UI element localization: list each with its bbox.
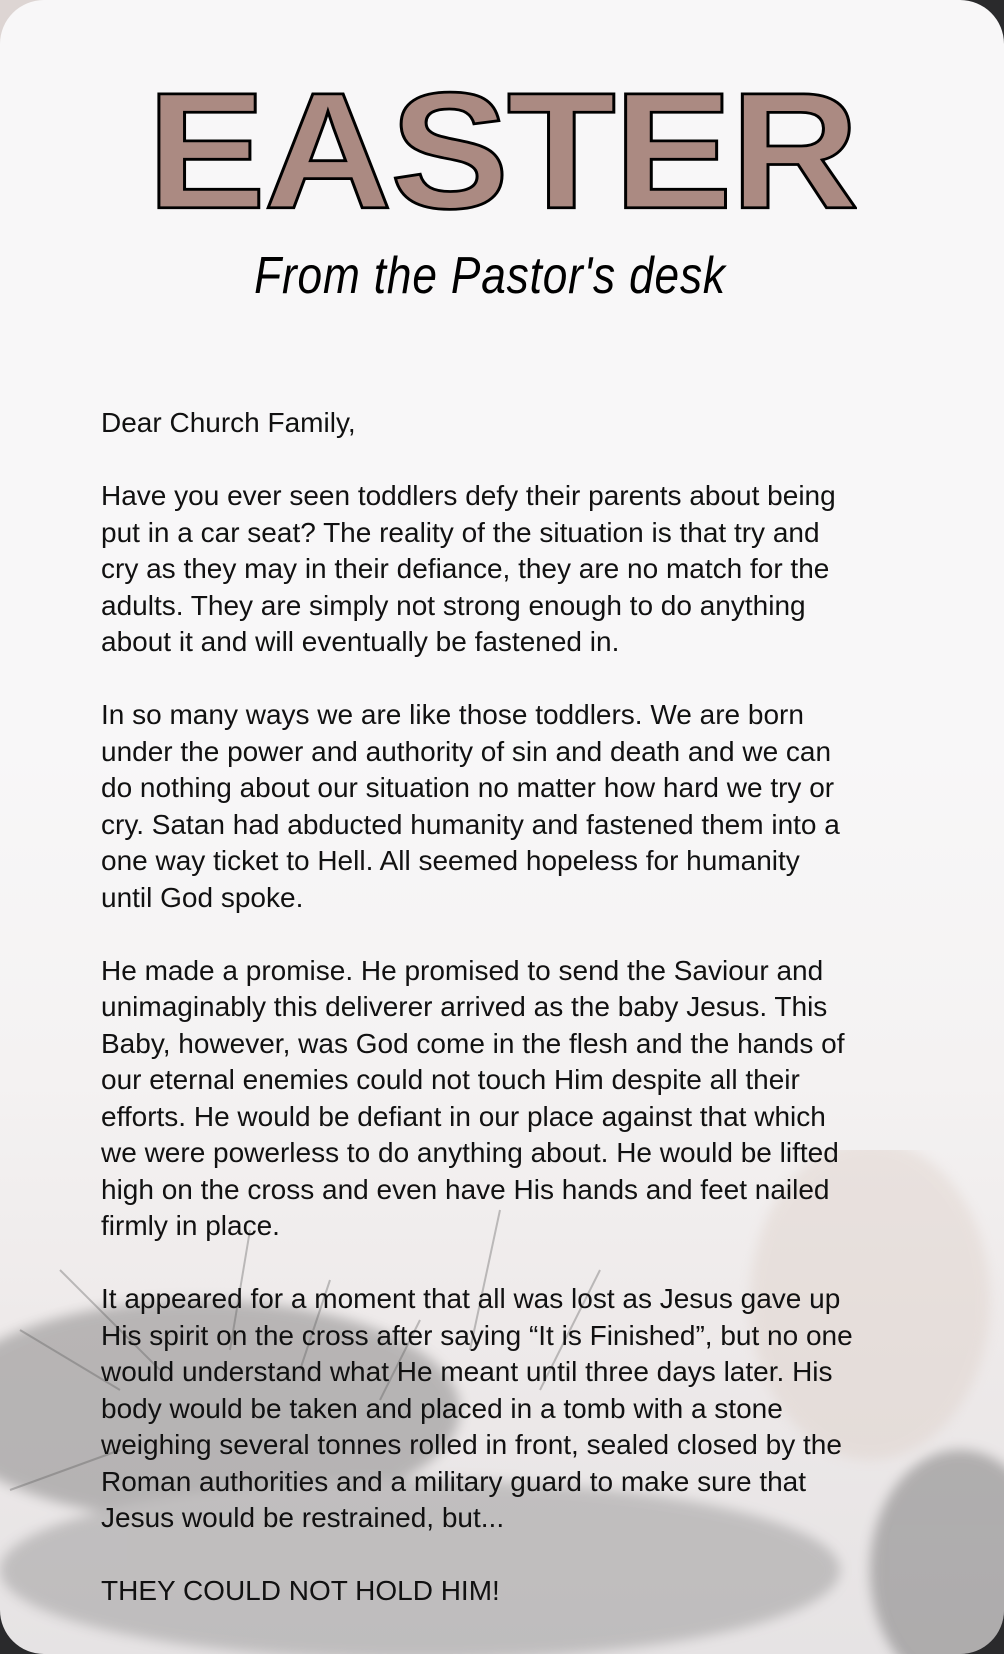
text-line: firmly in place. xyxy=(101,1210,280,1241)
text-line: about it and will eventually be fastened in. xyxy=(101,626,620,657)
text-line: It appeared for a moment that all was lost as Jesus gave up xyxy=(101,1283,841,1314)
text-line: our eternal enemies could not touch Him despite all their xyxy=(101,1064,800,1095)
easter-title: EASTER xyxy=(147,57,857,244)
text-line: put in a car seat? The reality of the situation is that try and xyxy=(101,516,820,548)
text-line: Have you ever seen toddlers defy their parents about being xyxy=(101,480,836,511)
text-line: In so many ways we are like those toddlers. We are born xyxy=(101,699,804,730)
text-line: efforts. He would be defiant in our place against that which xyxy=(101,1100,826,1132)
letter-paragraph xyxy=(101,697,981,916)
text-line: Baby, however, was God come in the flesh and the hands of xyxy=(101,1027,845,1059)
salutation xyxy=(101,405,981,442)
text-line: until God spoke. xyxy=(101,881,304,913)
text-line: adults. They are simply not strong enough to do anything xyxy=(101,589,806,621)
letter-paragraph xyxy=(101,953,981,1245)
text-line: under the power and authority of sin and death and we can xyxy=(101,735,832,767)
text-line: cry as they may in their defiance, they are no match for the xyxy=(101,553,830,584)
text-line: do nothing about our situation no matter how hard we try or xyxy=(101,772,835,803)
text-line: He made a promise. He promised to send the Saviour and xyxy=(101,954,824,986)
letter-body xyxy=(101,405,981,1646)
text-line: His spirit on the cross after saying “It is Finished”, but no one xyxy=(101,1319,853,1351)
letter-paragraph xyxy=(101,478,981,661)
text-line: weighing several tonnes rolled in front, sealed closed by the xyxy=(101,1429,842,1460)
text-line: unimaginably this deliverer arrived as the baby Jesus. This xyxy=(101,991,828,1022)
pastors-desk-subtitle: From the Pastor's desk xyxy=(254,247,726,305)
text-line: one way ticket to Hell. All seemed hopeless for humanity xyxy=(101,845,800,876)
text-line: THEY COULD NOT HOLD HIM! xyxy=(101,1575,500,1606)
text-line: high on the cross and even have His hands and feet nailed xyxy=(101,1173,830,1205)
letter-paragraph xyxy=(101,1573,981,1610)
text-line: body would be taken and placed in a tomb with a stone xyxy=(101,1392,783,1424)
letter-paragraph xyxy=(101,1281,981,1537)
text-line: Jesus would be restrained, but... xyxy=(101,1502,505,1533)
text-line: Dear Church Family, xyxy=(101,407,356,438)
text-line: would understand what He meant until three days later. His xyxy=(101,1356,833,1387)
text-line: we were powerless to do anything about. He would be lifted xyxy=(101,1137,839,1168)
text-line: cry. Satan had abducted humanity and fastened them into a xyxy=(101,808,840,840)
text-line: Roman authorities and a military guard to make sure that xyxy=(101,1465,807,1497)
